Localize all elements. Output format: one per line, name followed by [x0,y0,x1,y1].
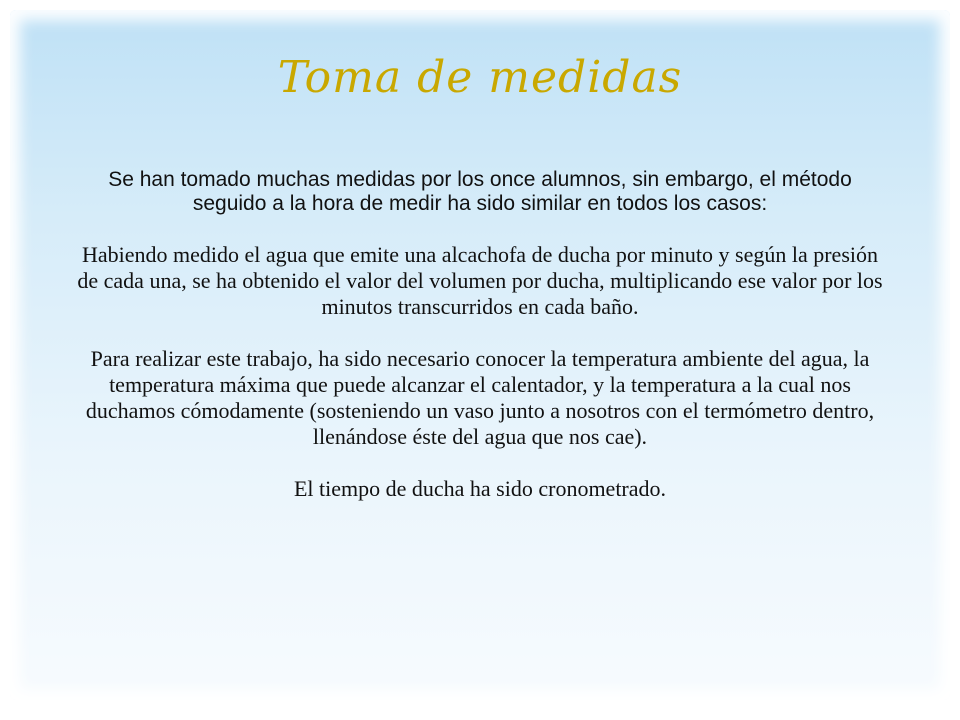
slide-title: Toma de medidas [277,52,683,103]
paragraph-methodology: Se han tomado muchas medidas por los once alumnos, sin embargo, el método seguido a la hora de medir ha sido similar en todos los casos: [108,168,852,215]
paragraph-time: El tiempo de ducha ha sido cronometrado. [293,476,667,501]
paragraph-volume: Habiendo medido el agua que emite una alcachofa de ducha por minuto y según la presión de cada una, se ha obtenido el valor del volumen por ducha, multiplicando ese valor por los minutos transcurridos en cada baño. [77,242,883,319]
paragraph-temperature: Para realizar este trabajo, ha sido necesario conocer la temperatura ambiente del agua, la temperatura máxima que puede alcanzar el calentador, y la temperatura a la cual nos duchamos cómodamente (sosteniendo un vaso junto a nosotros con el termómetro dentro, llenándose éste del agua que nos cae). [85,346,875,449]
slide-body [70,168,890,528]
